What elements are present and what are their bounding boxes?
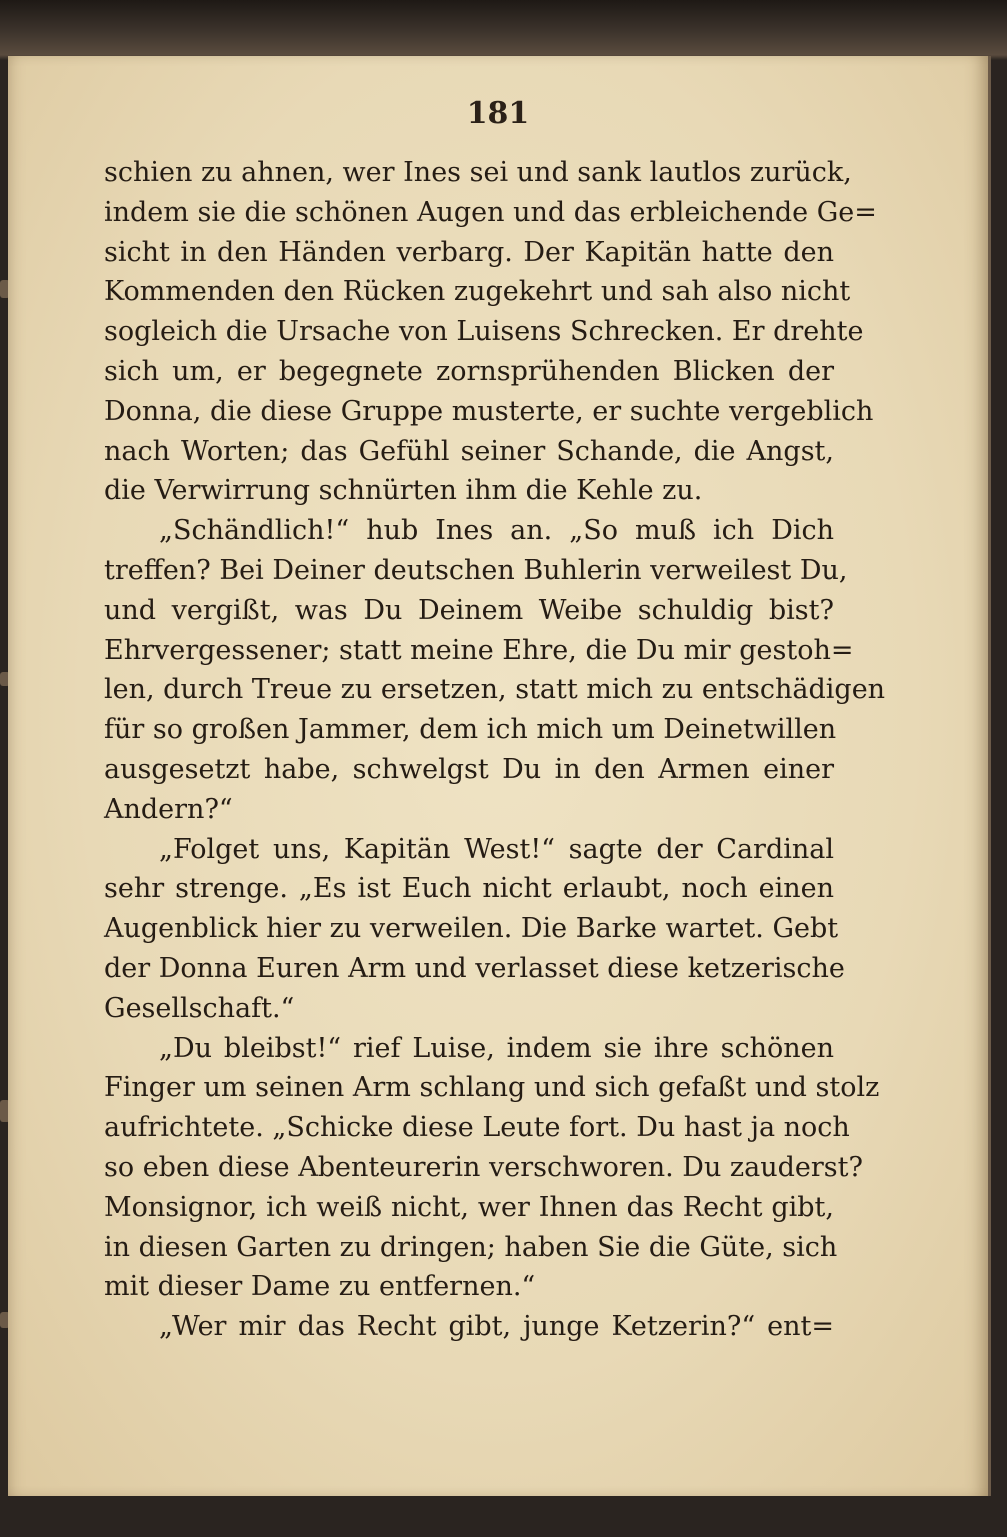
text-line: sich um, er begegnete zornsprühenden Blicken der bbox=[104, 355, 834, 387]
text-line: so eben diese Abenteurerin verschworen. Du zauderst? bbox=[104, 1151, 863, 1183]
page-number: 181 bbox=[466, 96, 530, 131]
text-line: Ehrvergessener; statt meine Ehre, die Du mir gestoh= bbox=[104, 634, 854, 666]
text-line: Andern?“ bbox=[104, 793, 233, 825]
text-line: Augenblick hier zu verweilen. Die Barke wartet. Gebt bbox=[104, 913, 839, 945]
text-line: sicht in den Händen verbarg. Der Kapitän hatte den bbox=[104, 236, 834, 268]
text-line: sehr strenge. „Es ist Euch nicht erlaubt, noch einen bbox=[104, 873, 834, 905]
text-line: für so großen Jammer, dem ich mich um Deinetwillen bbox=[104, 714, 837, 746]
text-line: Donna, die diese Gruppe musterte, er suchte vergeblich bbox=[104, 395, 874, 427]
text-line: in diesen Garten zu dringen; haben Sie die Güte, sich bbox=[104, 1231, 838, 1263]
text-line: mit dieser Dame zu entfernen.“ bbox=[104, 1271, 536, 1303]
text-line: der Donna Euren Arm und verlasset diese ketzerische bbox=[104, 952, 845, 984]
text-line: Gesellschaft.“ bbox=[104, 992, 295, 1024]
text-line: „Schändlich!“ hub Ines an. „So muß ich Dich bbox=[159, 515, 834, 547]
text-line: Kommenden den Rücken zugekehrt und sah also nicht bbox=[104, 276, 851, 308]
book-page bbox=[8, 56, 991, 1496]
text-line: und vergißt, was Du Deinem Weibe schuldig bist? bbox=[104, 594, 834, 626]
text-line: ausgesetzt habe, schwelgst Du in den Armen einer bbox=[104, 753, 834, 785]
scan-bottom-edge bbox=[0, 1496, 1007, 1537]
text-line: „Du bleibst!“ rief Luise, indem sie ihre schönen bbox=[159, 1032, 834, 1064]
text-line: aufrichtete. „Schicke diese Leute fort. Du hast ja noch bbox=[104, 1112, 850, 1144]
text-line: len, durch Treue zu ersetzen, statt mich zu entschädigen bbox=[104, 674, 886, 706]
text-line: die Verwirrung schnürten ihm die Kehle zu. bbox=[104, 475, 703, 507]
text-line: „Folget uns, Kapitän West!“ sagte der Cardinal bbox=[159, 833, 834, 865]
text-line: Finger um seinen Arm schlang und sich gefaßt und stolz bbox=[104, 1072, 880, 1104]
text-line: schien zu ahnen, wer Ines sei und sank lautlos zurück, bbox=[104, 157, 852, 188]
text-line: „Wer mir das Recht gibt, junge Ketzerin?“ ent= bbox=[159, 1311, 834, 1343]
text-line: treffen? Bei Deiner deutschen Buhlerin verweilest Du, bbox=[104, 554, 848, 586]
body-text bbox=[104, 153, 886, 1347]
text-line: sogleich die Ursache von Luisens Schrecken. Er drehte bbox=[104, 316, 864, 348]
text-line: nach Worten; das Gefühl seiner Schande, die Angst, bbox=[104, 435, 834, 467]
text-line: indem sie die schönen Augen und das erbleichende Ge= bbox=[104, 196, 877, 228]
text-line: Monsignor, ich weiß nicht, wer Ihnen das Recht gibt, bbox=[104, 1191, 834, 1223]
